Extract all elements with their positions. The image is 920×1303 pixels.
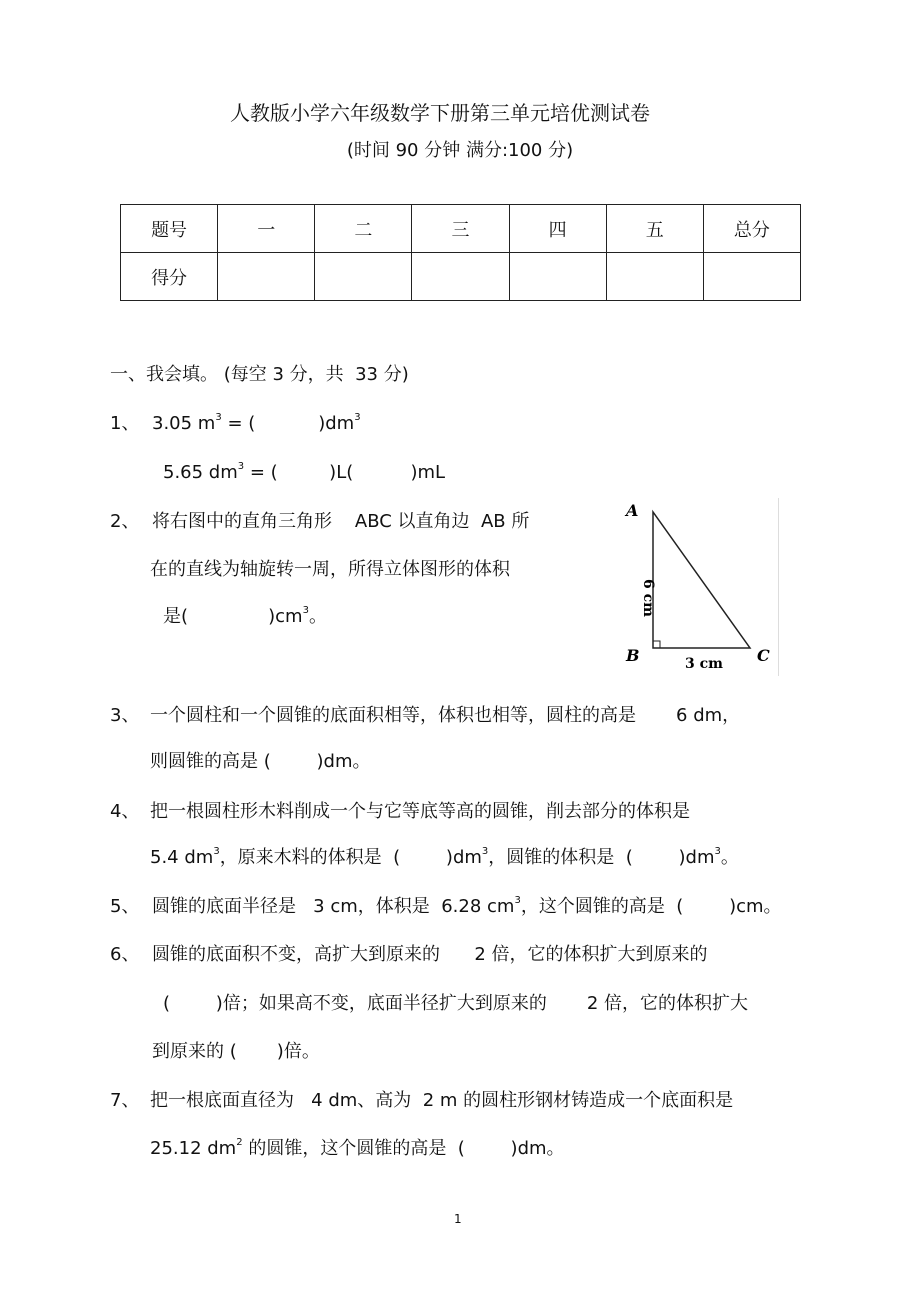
superscript: 3 bbox=[237, 461, 245, 472]
header-cell: 题号 bbox=[121, 205, 218, 253]
question-text: 5.65 dm bbox=[163, 462, 238, 483]
superscript: 3 bbox=[213, 846, 220, 857]
header-cell: 五 bbox=[606, 205, 703, 253]
question-text: 25.12 dm bbox=[150, 1138, 237, 1159]
question-text: = ( )dm bbox=[221, 413, 355, 434]
header-cell: 一 bbox=[218, 205, 315, 253]
question-line bbox=[152, 510, 529, 534]
question-line bbox=[163, 605, 327, 629]
question-line bbox=[150, 800, 690, 824]
question-number: 1、 bbox=[110, 413, 140, 434]
score-cell bbox=[412, 253, 509, 301]
question-number: 6、 bbox=[110, 944, 140, 965]
superscript: 3 bbox=[215, 412, 222, 423]
vertex-a-label: A bbox=[626, 501, 639, 520]
superscript: 2 bbox=[236, 1137, 243, 1148]
question-text: 5.4 dm bbox=[150, 847, 214, 868]
header-cell: 四 bbox=[509, 205, 606, 253]
question-line bbox=[152, 1040, 320, 1064]
exam-info: (时间 90 分钟 满分:100 分) bbox=[346, 140, 574, 161]
question-text: 一个圆柱和一个圆锥的底面积相等，体积也相等，圆柱的高是 6 dm， bbox=[150, 705, 741, 726]
question-number: 2、 bbox=[110, 511, 140, 532]
question-text: 则圆锥的高是 ( )dm。 bbox=[150, 751, 371, 772]
question-line bbox=[150, 704, 740, 728]
header-cell: 二 bbox=[315, 205, 412, 253]
question-text: 将右图中的直角三角形 ABC 以直角边 AB 所 bbox=[152, 511, 530, 532]
side-bc-label: 3 cm bbox=[685, 656, 723, 672]
score-table-header-row bbox=[121, 205, 801, 253]
question-line bbox=[163, 461, 445, 485]
score-cell bbox=[606, 253, 703, 301]
question-line bbox=[152, 895, 782, 919]
question-line bbox=[163, 992, 748, 1016]
question-text: 把一根圆柱形木料削成一个与它等底等高的圆锥，削去部分的体积是 bbox=[150, 801, 690, 822]
question-line bbox=[152, 412, 361, 436]
question-text: 。 bbox=[720, 847, 739, 868]
question-text: ，这个圆锥的高是 ( )cm。 bbox=[520, 896, 782, 917]
page-title: 人教版小学六年级数学下册第三单元培优测试卷 bbox=[230, 101, 650, 125]
vertex-b-label: B bbox=[626, 646, 640, 665]
score-cell bbox=[703, 253, 800, 301]
question-line bbox=[150, 1089, 733, 1113]
question-text: ( )倍；如果高不变，底面半径扩大到原来的 2 倍，它的体积扩大 bbox=[163, 993, 749, 1014]
row-label: 得分 bbox=[121, 253, 218, 301]
side-ab-label: 6 cm bbox=[640, 579, 656, 617]
question-number: 5、 bbox=[110, 896, 140, 917]
question-line bbox=[150, 1137, 565, 1161]
right-angle-mark bbox=[653, 641, 660, 648]
question-text: 在的直线为轴旋转一周，所得立体图形的体积 bbox=[150, 559, 510, 580]
superscript: 3 bbox=[481, 846, 489, 857]
question-text: 把一根底面直径为 4 dm、高为 2 m 的圆柱形钢材铸造成一个底面积是 bbox=[150, 1090, 734, 1111]
section-title: 一、我会填。 (每空 3 分，共 33 分) bbox=[110, 364, 409, 385]
question-text: = ( )L( )mL bbox=[244, 462, 446, 483]
question-number: 7、 bbox=[110, 1090, 140, 1111]
superscript: 3 bbox=[302, 605, 309, 616]
question-number: 3、 bbox=[110, 705, 140, 726]
header-cell: 总分 bbox=[703, 205, 800, 253]
superscript: 3 bbox=[354, 412, 361, 423]
question-text: 圆锥的底面积不变，高扩大到原来的 2 倍，它的体积扩大到原来的 bbox=[152, 944, 708, 965]
score-cell bbox=[509, 253, 606, 301]
question-text: 是( )cm bbox=[163, 606, 303, 627]
superscript: 3 bbox=[514, 895, 521, 906]
header-cell: 三 bbox=[412, 205, 509, 253]
question-text: 。 bbox=[308, 606, 327, 627]
score-table-score-row bbox=[121, 253, 801, 301]
vertex-c-label: C bbox=[757, 646, 770, 665]
question-number: 4、 bbox=[110, 801, 140, 822]
triangle-abc bbox=[653, 512, 750, 648]
question-text: 圆锥的底面半径是 3 cm，体积是 6.28 cm bbox=[152, 896, 515, 917]
question-text: ，原来木料的体积是 ( )dm bbox=[219, 847, 482, 868]
right-triangle-figure bbox=[620, 498, 778, 676]
page-number: 1 bbox=[454, 1212, 462, 1226]
score-cell bbox=[218, 253, 315, 301]
question-text: ，圆锥的体积是 ( )dm bbox=[488, 847, 715, 868]
question-line bbox=[150, 750, 371, 774]
question-line bbox=[152, 943, 708, 967]
score-cell bbox=[315, 253, 412, 301]
question-line bbox=[150, 846, 739, 870]
question-text: 3.05 m bbox=[152, 413, 216, 434]
superscript: 3 bbox=[714, 846, 721, 857]
question-line bbox=[150, 558, 510, 582]
triangle-diagram bbox=[620, 498, 779, 676]
question-text: 的圆锥，这个圆锥的高是 ( )dm。 bbox=[242, 1138, 565, 1159]
question-text: 到原来的 ( )倍。 bbox=[152, 1041, 320, 1062]
score-table bbox=[120, 204, 801, 301]
